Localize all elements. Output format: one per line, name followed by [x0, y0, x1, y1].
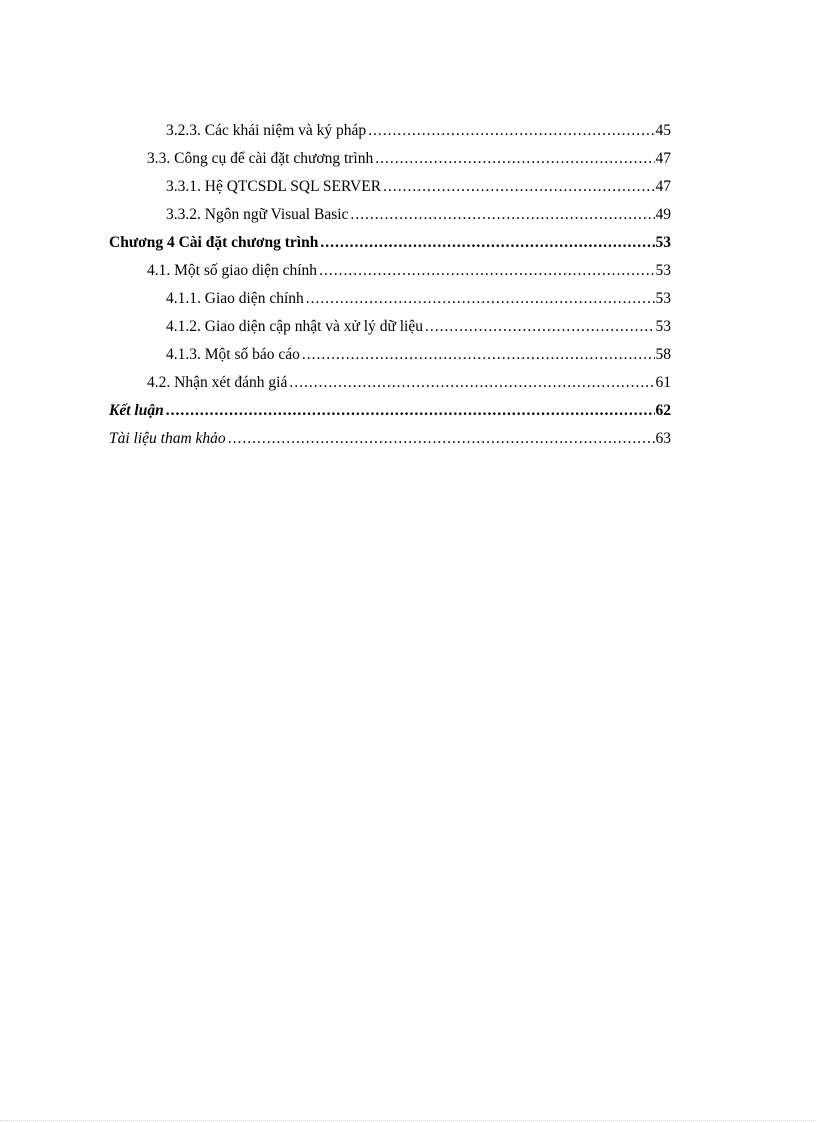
toc-dot-leader: [166, 397, 655, 425]
toc-page-number: 47: [655, 178, 671, 195]
toc-dot-leader: [302, 341, 655, 369]
toc-entry-references[interactable]: [109, 425, 671, 453]
toc-dot-leader: [320, 229, 654, 257]
toc-entry[interactable]: [109, 369, 671, 397]
toc-entry-title: Kết luận: [109, 402, 164, 419]
toc-page-number: 53: [655, 262, 671, 279]
toc-dot-leader: [368, 117, 654, 145]
toc-entry-conclusion[interactable]: [109, 397, 671, 425]
toc-dot-leader: [383, 173, 654, 201]
toc-page-number: 58: [655, 346, 671, 363]
toc-entry-chapter[interactable]: [109, 229, 671, 257]
toc-dot-leader: [228, 425, 655, 453]
toc-entry-title: 4.2. Nhận xét đánh giá: [147, 374, 288, 391]
toc-dot-leader: [319, 257, 654, 285]
toc-page-number: 63: [655, 430, 671, 447]
toc-entry-title: 3.3.1. Hệ QTCSDL SQL SERVER: [166, 178, 382, 195]
toc-entry[interactable]: [109, 201, 671, 229]
toc-entry-title: 3.3. Công cụ để cài đặt chương trình: [147, 150, 374, 167]
toc-entry-title: 4.1. Một số giao diện chính: [147, 262, 318, 279]
toc-entry[interactable]: [109, 257, 671, 285]
toc-page-number: 62: [655, 402, 671, 419]
toc-page-number: 53: [655, 290, 671, 307]
toc-page-number: 53: [655, 234, 671, 251]
page-bottom-divider: [0, 1120, 816, 1121]
toc-entry-title: 4.1.1. Giao diện chính: [166, 290, 304, 307]
toc-entry[interactable]: [109, 313, 671, 341]
toc-page-number: 45: [655, 122, 671, 139]
toc-page-number: 61: [655, 374, 671, 391]
toc-entry[interactable]: [109, 173, 671, 201]
toc-dot-leader: [306, 285, 655, 313]
toc-entry-title: 4.1.2. Giao diện cập nhật và xử lý dữ liệu: [166, 318, 423, 335]
toc-entry[interactable]: [109, 341, 671, 369]
toc-entry-title: 3.3.2. Ngôn ngữ Visual Basic: [166, 206, 349, 223]
toc-dot-leader: [425, 313, 655, 341]
toc-page-number: 47: [655, 150, 671, 167]
table-of-contents: [109, 117, 671, 453]
toc-dot-leader: [375, 145, 654, 173]
toc-entry-title: Tài liệu tham khảo: [109, 430, 226, 447]
toc-dot-leader: [350, 201, 654, 229]
toc-entry[interactable]: [109, 145, 671, 173]
toc-entry-title: 3.2.3. Các khái niệm và ký pháp: [166, 122, 367, 139]
toc-dot-leader: [289, 369, 654, 397]
toc-entry-title: Chương 4 Cài đặt chương trình: [109, 234, 319, 251]
toc-page-number: 49: [655, 206, 671, 223]
toc-entry[interactable]: [109, 117, 671, 145]
toc-entry-title: 4.1.3. Một số báo cáo: [166, 346, 300, 363]
toc-entry[interactable]: [109, 285, 671, 313]
toc-page-number: 53: [655, 318, 671, 335]
